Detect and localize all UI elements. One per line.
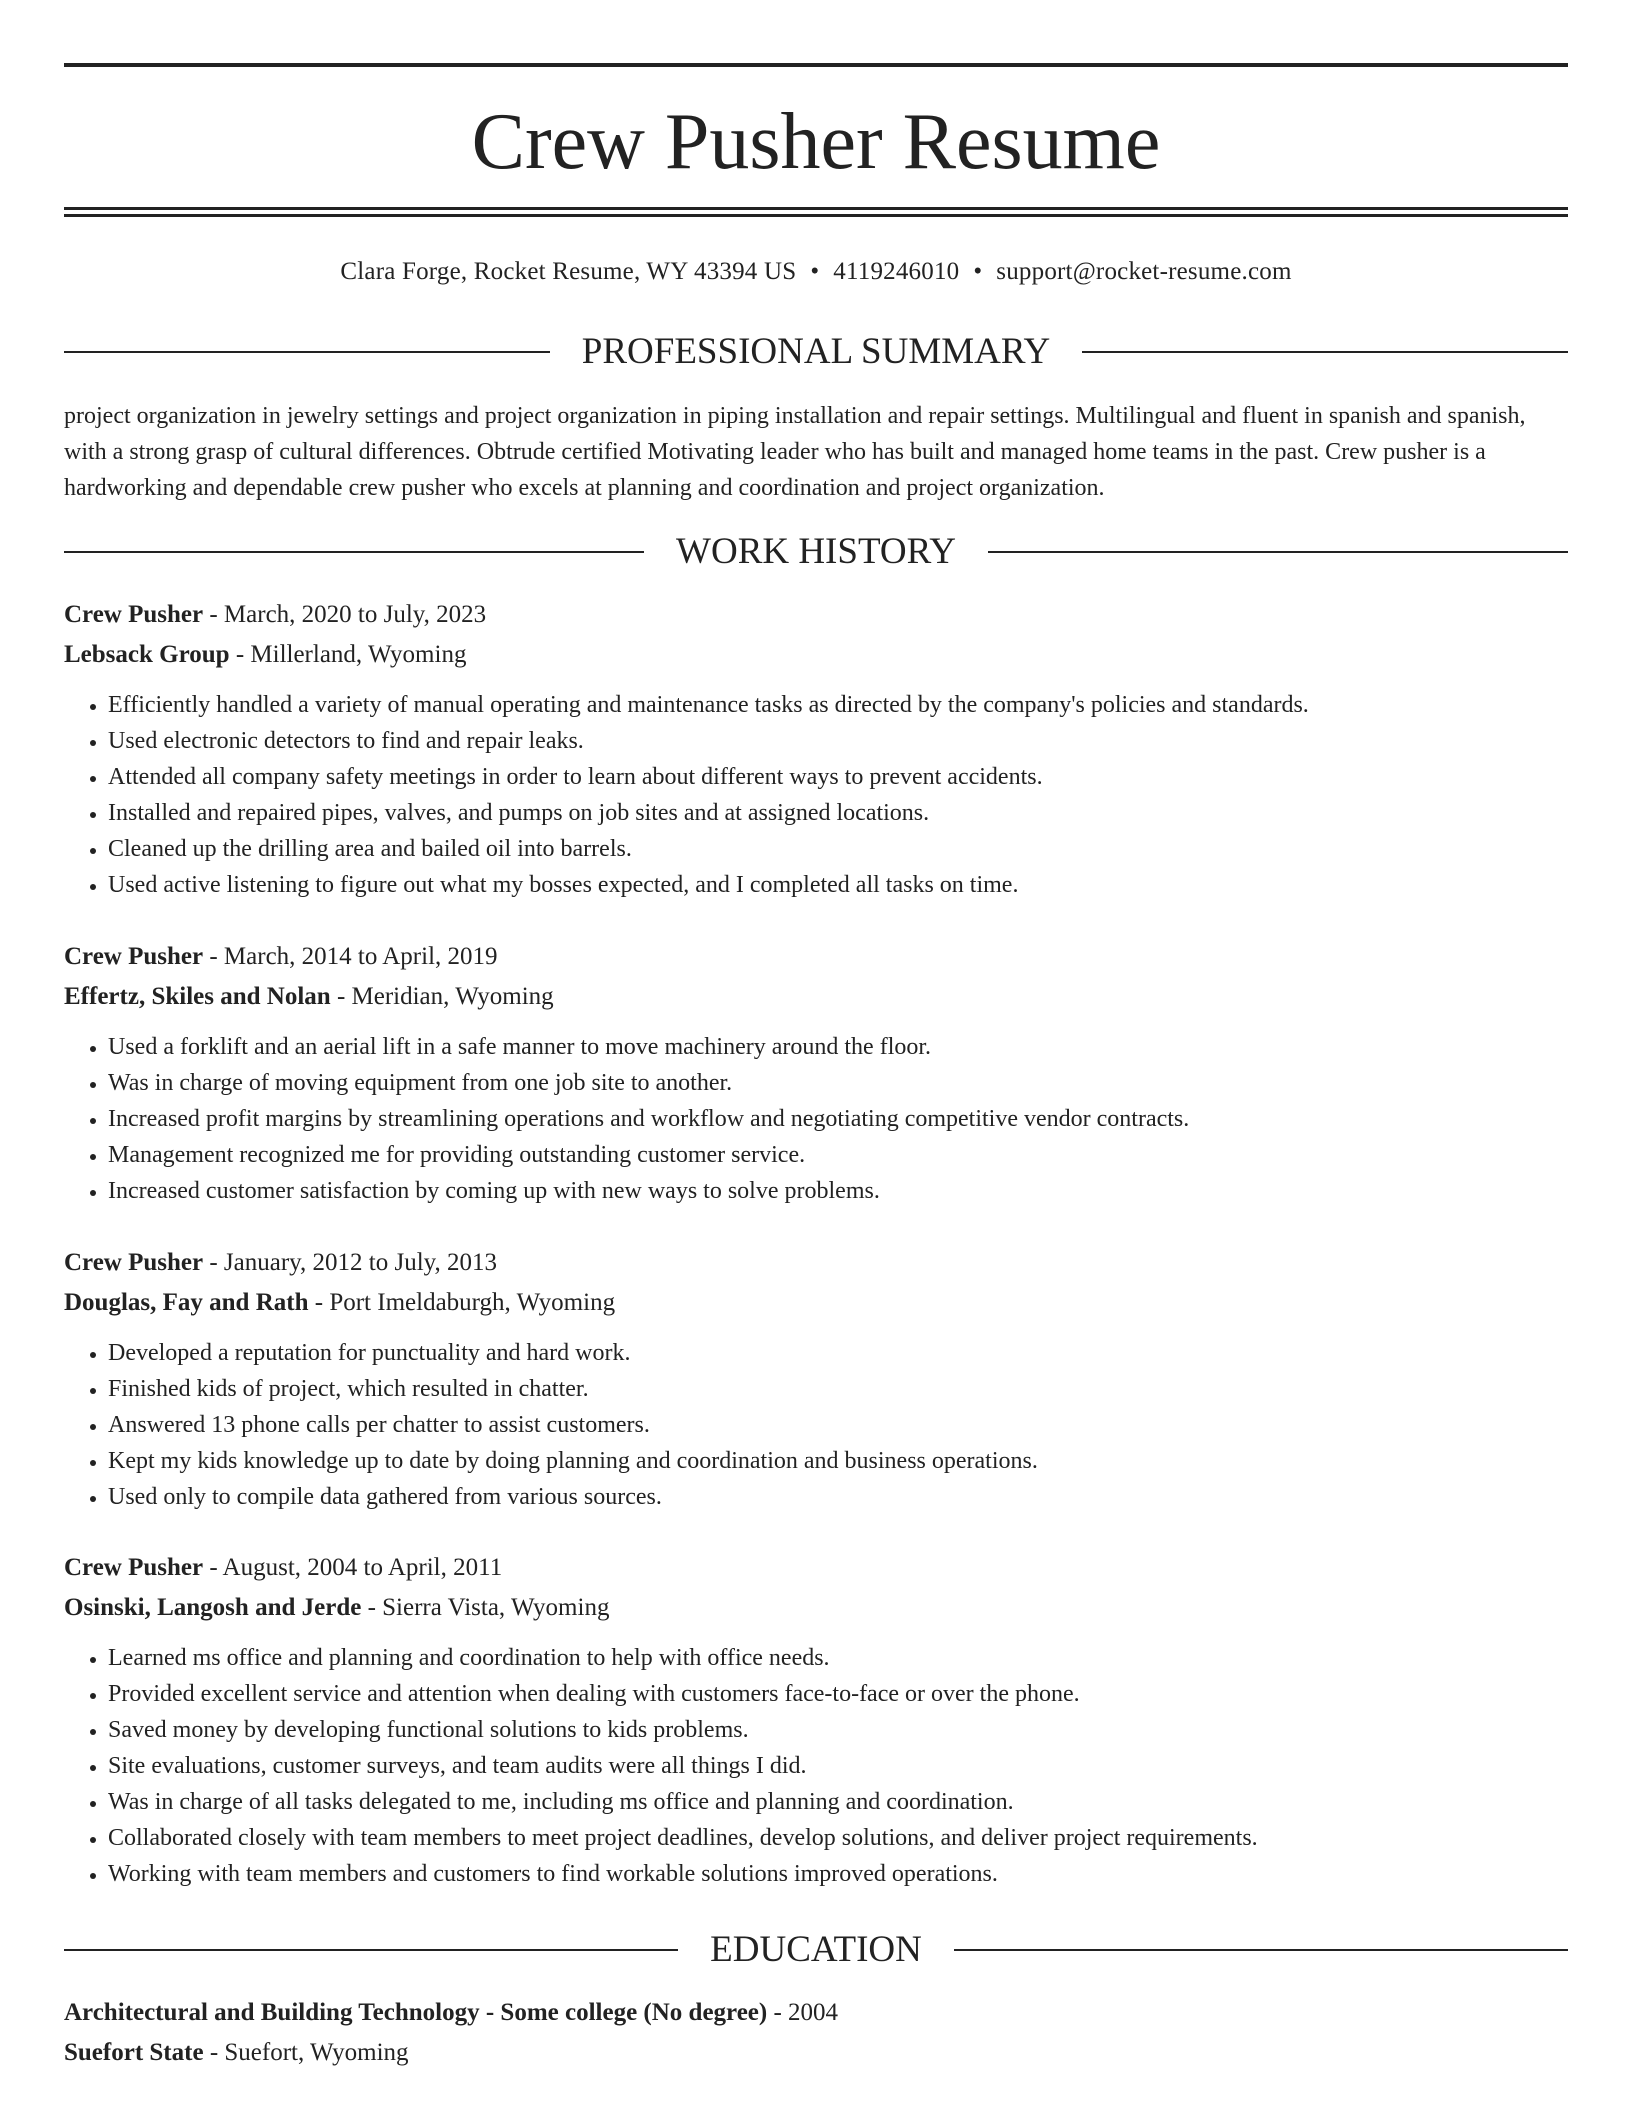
education-degree: Architectural and Building Technology - Some college (No degree) [64,1999,768,2026]
list-item: • Management recognized me for providing outstanding customer service. [108,1137,1568,1173]
job-title-line [64,937,1568,977]
header-rule-upper [64,207,1568,210]
list-item: • Site evaluations, customer surveys, and team audits were all things I did. [108,1748,1568,1784]
job-company-line [64,635,1568,675]
section-heading-work-history [64,532,1568,572]
job-location: - Port Imeldaburgh, Wyoming [308,1289,616,1316]
section-title: WORK HISTORY [676,531,956,572]
list-item: • Increased customer satisfaction by coming up with new ways to solve problems. [108,1173,1568,1209]
job-entry [64,1243,1568,1515]
list-item: • Provided excellent service and attention when dealing with customers face-to-face or over the phone. [108,1676,1568,1712]
job-location: - Sierra Vista, Wyoming [361,1594,610,1621]
list-item: • Used only to compile data gathered from various sources. [108,1479,1568,1515]
summary-text: project organization in jewelry settings and project organization in piping installation and repair settings. Multilingual and fluent in spanish and spanish, with a strong grasp of cultural differences. Obtrude certified Motivating leader who has built and managed home teams in the past. Crew pusher is a hardworking and dependable crew pusher who excels at planning and coordination and project organization. [64,403,1526,501]
job-title-line [64,595,1568,635]
list-item: • Collaborated closely with team members to meet project deadlines, develop solutions, and deliver project requirements. [108,1820,1568,1856]
job-title: Crew Pusher [64,1554,204,1581]
list-item: • Attended all company safety meetings in order to learn about different ways to prevent accidents. [108,759,1568,795]
list-item: • Finished kids of project, which resulted in chatter. [108,1371,1568,1407]
education-location: - Suefort, Wyoming [203,2039,409,2066]
job-dates: - August, 2004 to April, 2011 [203,1554,503,1581]
job-bullets [64,1029,1568,1209]
job-entry [64,595,1568,903]
list-item: • Used a forklift and an aerial lift in a safe manner to move machinery around the floor. [108,1029,1568,1065]
education-school-line [64,2033,1568,2073]
resume-title: Crew Pusher Resume [471,98,1161,186]
job-company-line [64,1588,1568,1628]
contact-email: support@rocket-resume.com [996,258,1292,285]
header-top-rule [64,63,1568,67]
education-degree-line [64,1993,1568,2033]
job-title-line [64,1548,1568,1588]
header-rule-lower [64,214,1568,217]
job-company: Lebsack Group [64,641,230,668]
list-item: • Was in charge of all tasks delegated to me, including ms office and planning and coordination. [108,1784,1568,1820]
section-title: EDUCATION [710,1929,922,1970]
list-item: • Was in charge of moving equipment from one job site to another. [108,1065,1568,1101]
list-item: • Efficiently handled a variety of manual operating and maintenance tasks as directed by the company's policies and standards. [108,687,1568,723]
job-company: Douglas, Fay and Rath [64,1289,309,1316]
job-bullets [64,1335,1568,1515]
list-item: • Learned ms office and planning and coordination to help with office needs. [108,1640,1568,1676]
job-bullets [64,1640,1568,1892]
list-item: • Used active listening to figure out what my bosses expected, and I completed all tasks on time. [108,867,1568,903]
list-item: • Used electronic detectors to find and repair leaks. [108,723,1568,759]
job-company-line [64,977,1568,1017]
heading-rule-left [64,1949,678,1951]
job-title: Crew Pusher [64,943,204,970]
contact-separator: • [810,258,820,285]
education-entry [64,1993,1568,2073]
heading-rule-right [988,551,1568,553]
section-heading-education [64,1930,1568,1970]
list-item: • Saved money by developing functional solutions to kids problems. [108,1712,1568,1748]
list-item: • Increased profit margins by streamlining operations and workflow and negotiating competitive vendor contracts. [108,1101,1568,1137]
list-item: • Cleaned up the drilling area and bailed oil into barrels. [108,831,1568,867]
contact-line [64,254,1568,290]
list-item: • Working with team members and customers to find workable solutions improved operations. [108,1856,1568,1892]
job-dates: - March, 2014 to April, 2019 [203,943,498,970]
job-location: - Meridian, Wyoming [330,983,554,1010]
section-title: PROFESSIONAL SUMMARY [581,331,1051,372]
list-item: • Installed and repaired pipes, valves, and pumps on job sites and at assigned locations. [108,795,1568,831]
job-bullets [64,687,1568,903]
job-entry [64,937,1568,1209]
list-item: • Developed a reputation for punctuality and hard work. [108,1335,1568,1371]
contact-separator: • [973,258,983,285]
job-title: Crew Pusher [64,1249,204,1276]
heading-rule-left [64,351,550,353]
job-entry [64,1548,1568,1892]
list-item: • Answered 13 phone calls per chatter to assist customers. [108,1407,1568,1443]
education-year: - 2004 [767,1999,839,2026]
job-company: Effertz, Skiles and Nolan [64,983,331,1010]
heading-rule-left [64,551,644,553]
job-company-line [64,1283,1568,1323]
job-dates: - January, 2012 to July, 2013 [203,1249,498,1276]
education-school: Suefort State [64,2039,204,2066]
job-title: Crew Pusher [64,601,204,628]
job-company: Osinski, Langosh and Jerde [64,1594,362,1621]
contact-phone: 4119246010 [833,258,960,285]
job-location: - Millerland, Wyoming [229,641,467,668]
list-item: • Kept my kids knowledge up to date by doing planning and coordination and business operations. [108,1443,1568,1479]
job-dates: - March, 2020 to July, 2023 [203,601,487,628]
heading-rule-right [954,1949,1568,1951]
heading-rule-right [1082,351,1568,353]
contact-address: Clara Forge, Rocket Resume, WY 43394 US [340,258,797,285]
section-heading-summary [64,332,1568,372]
job-title-line [64,1243,1568,1283]
